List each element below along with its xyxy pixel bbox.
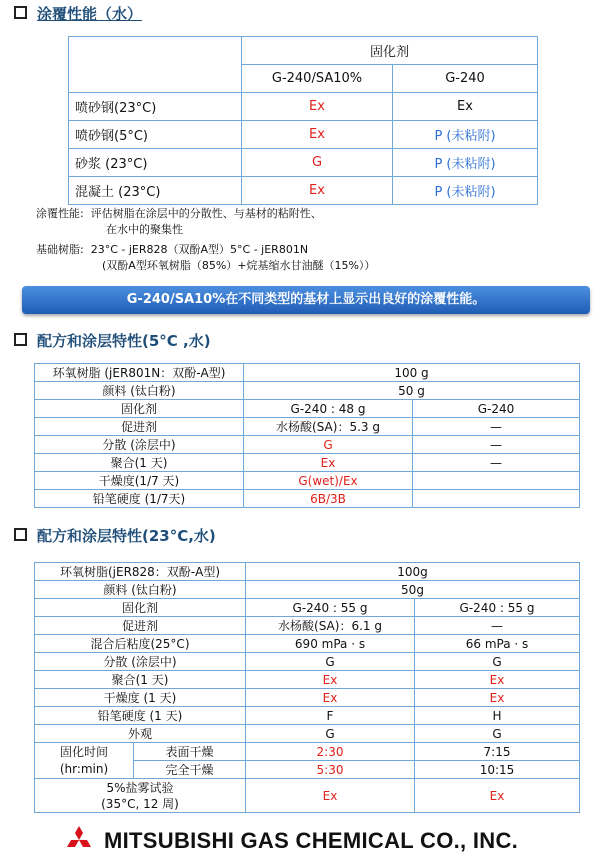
table-row bbox=[35, 436, 580, 454]
cell-value: G(wet)/Ex bbox=[244, 472, 413, 490]
row-label: 外观 bbox=[35, 725, 246, 743]
row-label: 环氧树脂 (jER801N：双酚-A型) bbox=[35, 364, 244, 382]
checkbox-square-icon bbox=[14, 333, 27, 346]
section-title-formulation-5c bbox=[14, 330, 211, 351]
cell-value: Ex bbox=[242, 177, 393, 205]
table-row bbox=[35, 364, 580, 382]
row-label: 促进剂 bbox=[35, 617, 246, 635]
table-row bbox=[35, 418, 580, 436]
company-name: MITSUBISHI GAS CHEMICAL CO., INC. bbox=[104, 828, 519, 853]
row-label: 聚合(1 天) bbox=[35, 454, 244, 472]
col-header-g240: G-240 bbox=[393, 65, 538, 93]
row-label: 颜料 (钛白粉) bbox=[35, 581, 246, 599]
row-label: 铅笔硬度 (1 天) bbox=[35, 707, 246, 725]
cell-value: 690 mPa · s bbox=[246, 635, 415, 653]
full-dry-label: 完全干燥 bbox=[134, 761, 246, 779]
cell-value: 水杨酸(SA)：6.1 g bbox=[246, 617, 415, 635]
salt-spray-label-line2: (35°C, 12 周) bbox=[101, 796, 179, 811]
note-text: 在水中的聚集性 bbox=[106, 223, 183, 236]
row-label: 分散 (涂层中) bbox=[35, 436, 244, 454]
cell-value: Ex bbox=[246, 671, 415, 689]
row-label: 促进剂 bbox=[35, 418, 244, 436]
table-row bbox=[35, 472, 580, 490]
section-title-text: 涂覆性能（水） bbox=[37, 5, 143, 23]
col-header-g240-sa10: G-240/SA10% bbox=[242, 65, 393, 93]
cell-value: P (未粘附) bbox=[393, 121, 538, 149]
cell-value: 100 g bbox=[244, 364, 580, 382]
table-row bbox=[35, 490, 580, 508]
table-row bbox=[35, 743, 580, 761]
table-row bbox=[35, 635, 580, 653]
cell-value: P (未粘附) bbox=[393, 149, 538, 177]
table-row bbox=[35, 671, 580, 689]
notes-block bbox=[36, 206, 375, 274]
row-label: 环氧树脂(jER828：双酚-A型) bbox=[35, 563, 246, 581]
table-row bbox=[35, 617, 580, 635]
formulation-table-23c bbox=[34, 562, 580, 813]
row-label: 分散 (涂层中) bbox=[35, 653, 246, 671]
cell-value: F bbox=[246, 707, 415, 725]
checkbox-square-icon bbox=[14, 528, 27, 541]
section-title-text: 配方和涂层特性(23°C,水) bbox=[37, 527, 216, 545]
cure-time-label-line2: (hr:min) bbox=[59, 761, 109, 776]
cell-value: Ex bbox=[242, 93, 393, 121]
table-row bbox=[69, 177, 538, 205]
table-corner-cell bbox=[69, 37, 242, 93]
table-row bbox=[35, 707, 580, 725]
row-label: 聚合(1 天) bbox=[35, 671, 246, 689]
row-label: 颜料 (钛白粉) bbox=[35, 382, 244, 400]
cell-value: G-240 : 55 g bbox=[415, 599, 580, 617]
table-row bbox=[69, 121, 538, 149]
cell-value: — bbox=[413, 418, 580, 436]
cell-value: Ex bbox=[244, 454, 413, 472]
note-text: 评估树脂在涂层中的分散性、与基材的粘附性、 bbox=[90, 207, 322, 220]
cell-value: G bbox=[246, 725, 415, 743]
cell-value: 7:15 bbox=[415, 743, 580, 761]
cell-value: Ex bbox=[415, 671, 580, 689]
table-row bbox=[35, 779, 580, 813]
cell-value: G-240 bbox=[413, 400, 580, 418]
table-row bbox=[35, 599, 580, 617]
three-diamonds-logo-icon bbox=[62, 826, 96, 856]
cell-value: Ex bbox=[415, 689, 580, 707]
cell-value: Ex bbox=[393, 93, 538, 121]
note-label: 基础树脂: bbox=[36, 243, 84, 256]
cell-value: 10:15 bbox=[415, 761, 580, 779]
cell-value bbox=[413, 472, 580, 490]
cell-value: 2:30 bbox=[246, 743, 415, 761]
cell-value: 50g bbox=[246, 581, 580, 599]
section-title-formulation-23c bbox=[14, 525, 216, 546]
cell-value: H bbox=[415, 707, 580, 725]
row-label: 铅笔硬度 (1/7天) bbox=[35, 490, 244, 508]
formulation-table-5c bbox=[34, 363, 580, 508]
cell-value bbox=[413, 490, 580, 508]
company-logo bbox=[62, 826, 518, 856]
cell-value: 5:30 bbox=[246, 761, 415, 779]
table-row bbox=[35, 689, 580, 707]
cell-value: G bbox=[415, 725, 580, 743]
table-row bbox=[69, 149, 538, 177]
table-row bbox=[35, 581, 580, 599]
table-row bbox=[35, 563, 580, 581]
note-text: (双酚A型环氧树脂（85%）+烷基缩水甘油醚（15%）） bbox=[102, 259, 376, 272]
cure-time-label bbox=[35, 743, 134, 779]
row-label: 混凝土 (23°C) bbox=[69, 177, 242, 205]
cell-value: G-240 : 55 g bbox=[246, 599, 415, 617]
checkbox-square-icon bbox=[14, 6, 27, 19]
table-row bbox=[35, 400, 580, 418]
cell-value: Ex bbox=[415, 779, 580, 813]
summary-banner: G-240/SA10%在不同类型的基材上显示出良好的涂覆性能。 bbox=[22, 286, 590, 314]
table-row bbox=[35, 653, 580, 671]
note-label: 涂覆性能: bbox=[36, 207, 84, 220]
cell-value: — bbox=[415, 617, 580, 635]
row-label: 干燥度 (1 天) bbox=[35, 689, 246, 707]
cell-value: 100g bbox=[246, 563, 580, 581]
cell-value: — bbox=[413, 436, 580, 454]
coating-performance-table bbox=[68, 36, 538, 205]
cell-value: G bbox=[246, 653, 415, 671]
cell-value: Ex bbox=[246, 779, 415, 813]
cure-time-label-line1: 固化时间 bbox=[59, 744, 108, 759]
row-label: 干燥度(1/7 天) bbox=[35, 472, 244, 490]
row-label: 固化剂 bbox=[35, 400, 244, 418]
group-header-curing-agent: 固化剂 bbox=[242, 37, 538, 65]
cell-value: 水杨酸(SA)：5.3 g bbox=[244, 418, 413, 436]
table-row bbox=[35, 454, 580, 472]
cell-value: Ex bbox=[242, 121, 393, 149]
cell-value: Ex bbox=[246, 689, 415, 707]
row-label: 固化剂 bbox=[35, 599, 246, 617]
row-label: 喷砂钢(23°C) bbox=[69, 93, 242, 121]
section-title-coating bbox=[14, 3, 142, 24]
cell-value: 6B/3B bbox=[244, 490, 413, 508]
cell-value: 66 mPa · s bbox=[415, 635, 580, 653]
table-row bbox=[35, 725, 580, 743]
cell-value: P (未粘附) bbox=[393, 177, 538, 205]
section-title-text: 配方和涂层特性(5°C ,水) bbox=[37, 332, 211, 350]
cell-value: — bbox=[413, 454, 580, 472]
row-label: 喷砂钢(5°C) bbox=[69, 121, 242, 149]
cell-value: G-240 : 48 g bbox=[244, 400, 413, 418]
row-label: 混合后粘度(25°C) bbox=[35, 635, 246, 653]
surface-dry-label: 表面干燥 bbox=[134, 743, 246, 761]
cell-value: 50 g bbox=[244, 382, 580, 400]
salt-spray-label-line1: 5%盐雾试验 bbox=[106, 780, 174, 795]
row-label: 砂浆 (23°C) bbox=[69, 149, 242, 177]
cell-value: G bbox=[415, 653, 580, 671]
cell-value: G bbox=[244, 436, 413, 454]
table-row bbox=[69, 93, 538, 121]
cell-value: G bbox=[242, 149, 393, 177]
table-row bbox=[35, 382, 580, 400]
note-text: 23°C - jER828（双酚A型）5°C - jER801N bbox=[90, 243, 309, 256]
salt-spray-label bbox=[35, 779, 246, 813]
